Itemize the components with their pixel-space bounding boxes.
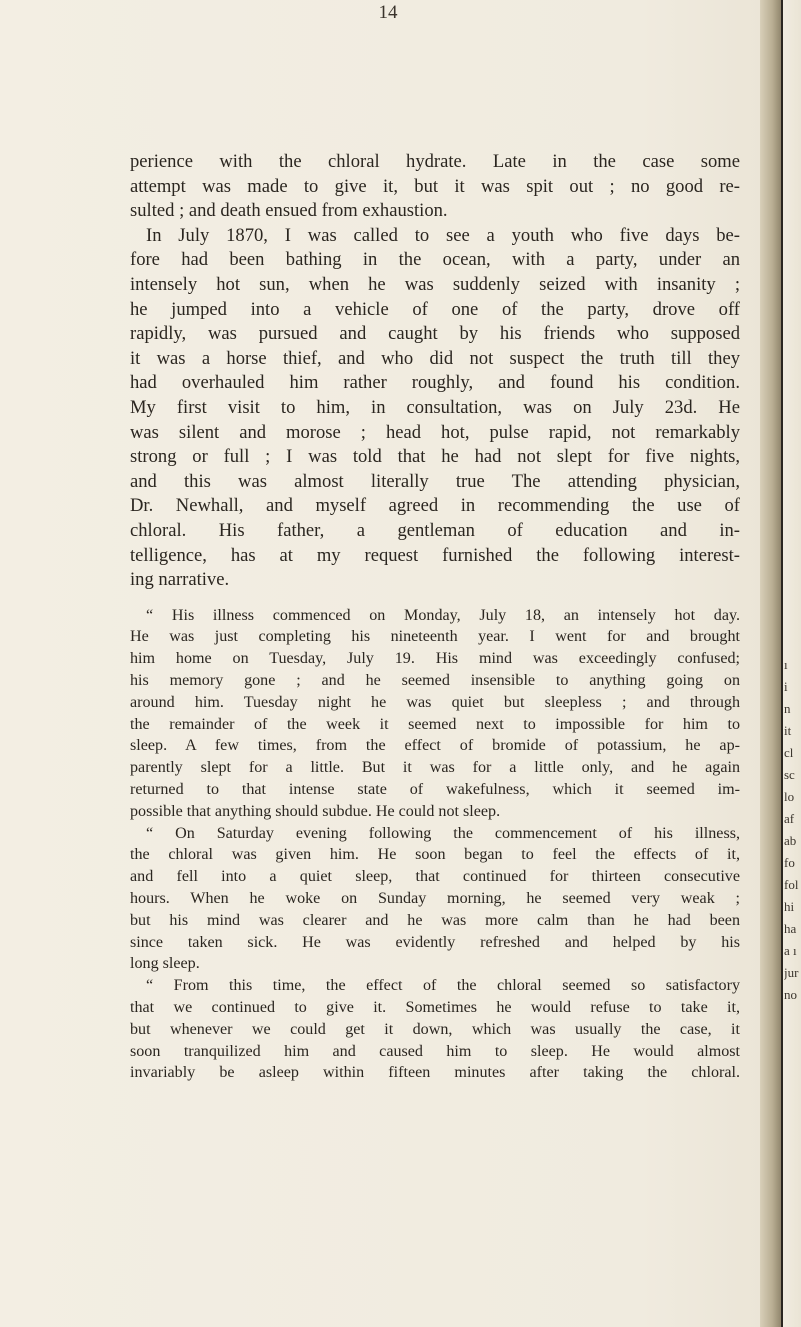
text-line: fore had been bathing in the ocean, with a party, under an <box>130 249 740 271</box>
quote-line: hours. When he woke on Sunday morning, he seemed very weak ; <box>130 890 740 908</box>
next-page-fragment: hi <box>784 899 795 914</box>
text-line: ing narrative. <box>130 569 230 591</box>
quote-line: long sleep. <box>130 955 200 973</box>
quote-line: returned to that intense state of wakefulness, which it seemed im- <box>130 781 740 799</box>
quote-line: soon tranquilized him and caused him to sleep. He would almost <box>130 1042 740 1060</box>
text-line: had overhauled him rather roughly, and found his condition. <box>130 372 740 394</box>
next-page-fragment: ha <box>784 921 797 936</box>
text-line: perience with the chloral hydrate. Late in the case some <box>130 151 740 172</box>
text-line: was silent and morose ; head hot, pulse rapid, not remarkably <box>130 421 740 443</box>
next-page-fragment: a ı <box>784 943 797 958</box>
quote-line: He was just completing his nineteenth year. I went for and brought <box>130 628 740 646</box>
text-line: My first visit to him, in consultation, was on July 23d. He <box>130 396 740 418</box>
quote-line: “ On Saturday evening following the commencement of his illness, <box>146 824 740 842</box>
quote-line: the remainder of the week it seemed next to impossible for him to <box>130 715 740 733</box>
next-page-fragment: it <box>784 723 792 738</box>
next-page-fragment: jur <box>784 965 799 980</box>
text-line: rapidly, was pursued and caught by his friends who supposed <box>130 323 740 345</box>
quote-line: “ From this time, the effect of the chloral seemed so satisfactory <box>146 977 740 995</box>
quote-line: the chloral was given him. He soon began to feel the effects of it, <box>130 846 740 864</box>
quote-line: his memory gone ; and he seemed insensible to anything going on <box>130 672 740 690</box>
text-line: telligence, has at my request furnished the following interest- <box>130 544 740 566</box>
next-page-fragment: fo <box>784 855 795 870</box>
next-page-fragment: cl <box>784 745 794 760</box>
text-line: he jumped into a vehicle of one of the party, drove off <box>130 298 740 320</box>
text-line: intensely hot sun, when he was suddenly seized with insanity ; <box>130 273 740 295</box>
next-page-fragment: n <box>784 701 791 716</box>
quote-line: possible that anything should subdue. He could not sleep. <box>130 802 501 820</box>
quoted-narrative <box>130 605 740 1085</box>
main-narrative <box>130 150 740 593</box>
quote-line: “ His illness commenced on Monday, July 18, an intensely hot day. <box>146 606 740 624</box>
text-line: chloral. His father, a gentleman of education and in- <box>130 519 740 541</box>
quote-line: sleep. A few times, from the effect of bromide of potassium, he ap- <box>130 737 740 755</box>
text-line: Dr. Newhall, and myself agreed in recommending the use of <box>130 495 740 517</box>
quote-line: invariably be asleep within fifteen minutes after taking the chloral. <box>130 1064 740 1082</box>
text-line: sulted ; and death ensued from exhaustion. <box>130 200 448 222</box>
text-line: In July 1870, I was called to see a youth who five days be- <box>146 224 740 246</box>
quote-line: but whenever we could get it down, which was usually the case, it <box>130 1020 740 1038</box>
quote-line: around him. Tuesday night he was quiet but sleepless ; and through <box>130 693 740 711</box>
quote-line: that we continued to give it. Sometimes he would refuse to take it, <box>130 999 740 1017</box>
next-page-fragment: ab <box>784 833 797 848</box>
quote-line: but his mind was clearer and he was more calm than he had been <box>130 911 740 929</box>
quote-line: him home on Tuesday, July 19. His mind was exceedingly confused; <box>130 650 740 668</box>
next-page-fragment: ı <box>784 657 788 672</box>
next-page-fragment: fol <box>784 877 799 892</box>
text-line: strong or full ; I was told that he had not slept for five nights, <box>130 446 740 468</box>
text-line: attempt was made to give it, but it was spit out ; no good re- <box>130 175 740 197</box>
page-number: 14 <box>378 2 398 23</box>
quote-line: and fell into a quiet sleep, that continued for thirteen consecutive <box>130 868 740 886</box>
next-page-fragment: lo <box>784 789 795 804</box>
next-page-fragment: sc <box>784 767 795 782</box>
text-line: and this was almost literally true The attending physician, <box>130 470 740 492</box>
next-page-fragment: af <box>784 811 795 826</box>
quote-line: parently slept for a little. But it was for a little only, and he again <box>130 759 740 777</box>
text-line: it was a horse thief, and who did not suspect the truth till they <box>130 347 740 369</box>
next-page-fragment: no <box>784 987 797 1002</box>
body-text <box>130 150 740 1084</box>
quote-line: since taken sick. He was evidently refreshed and helped by his <box>130 933 740 951</box>
next-page-fragment: i <box>784 679 788 694</box>
